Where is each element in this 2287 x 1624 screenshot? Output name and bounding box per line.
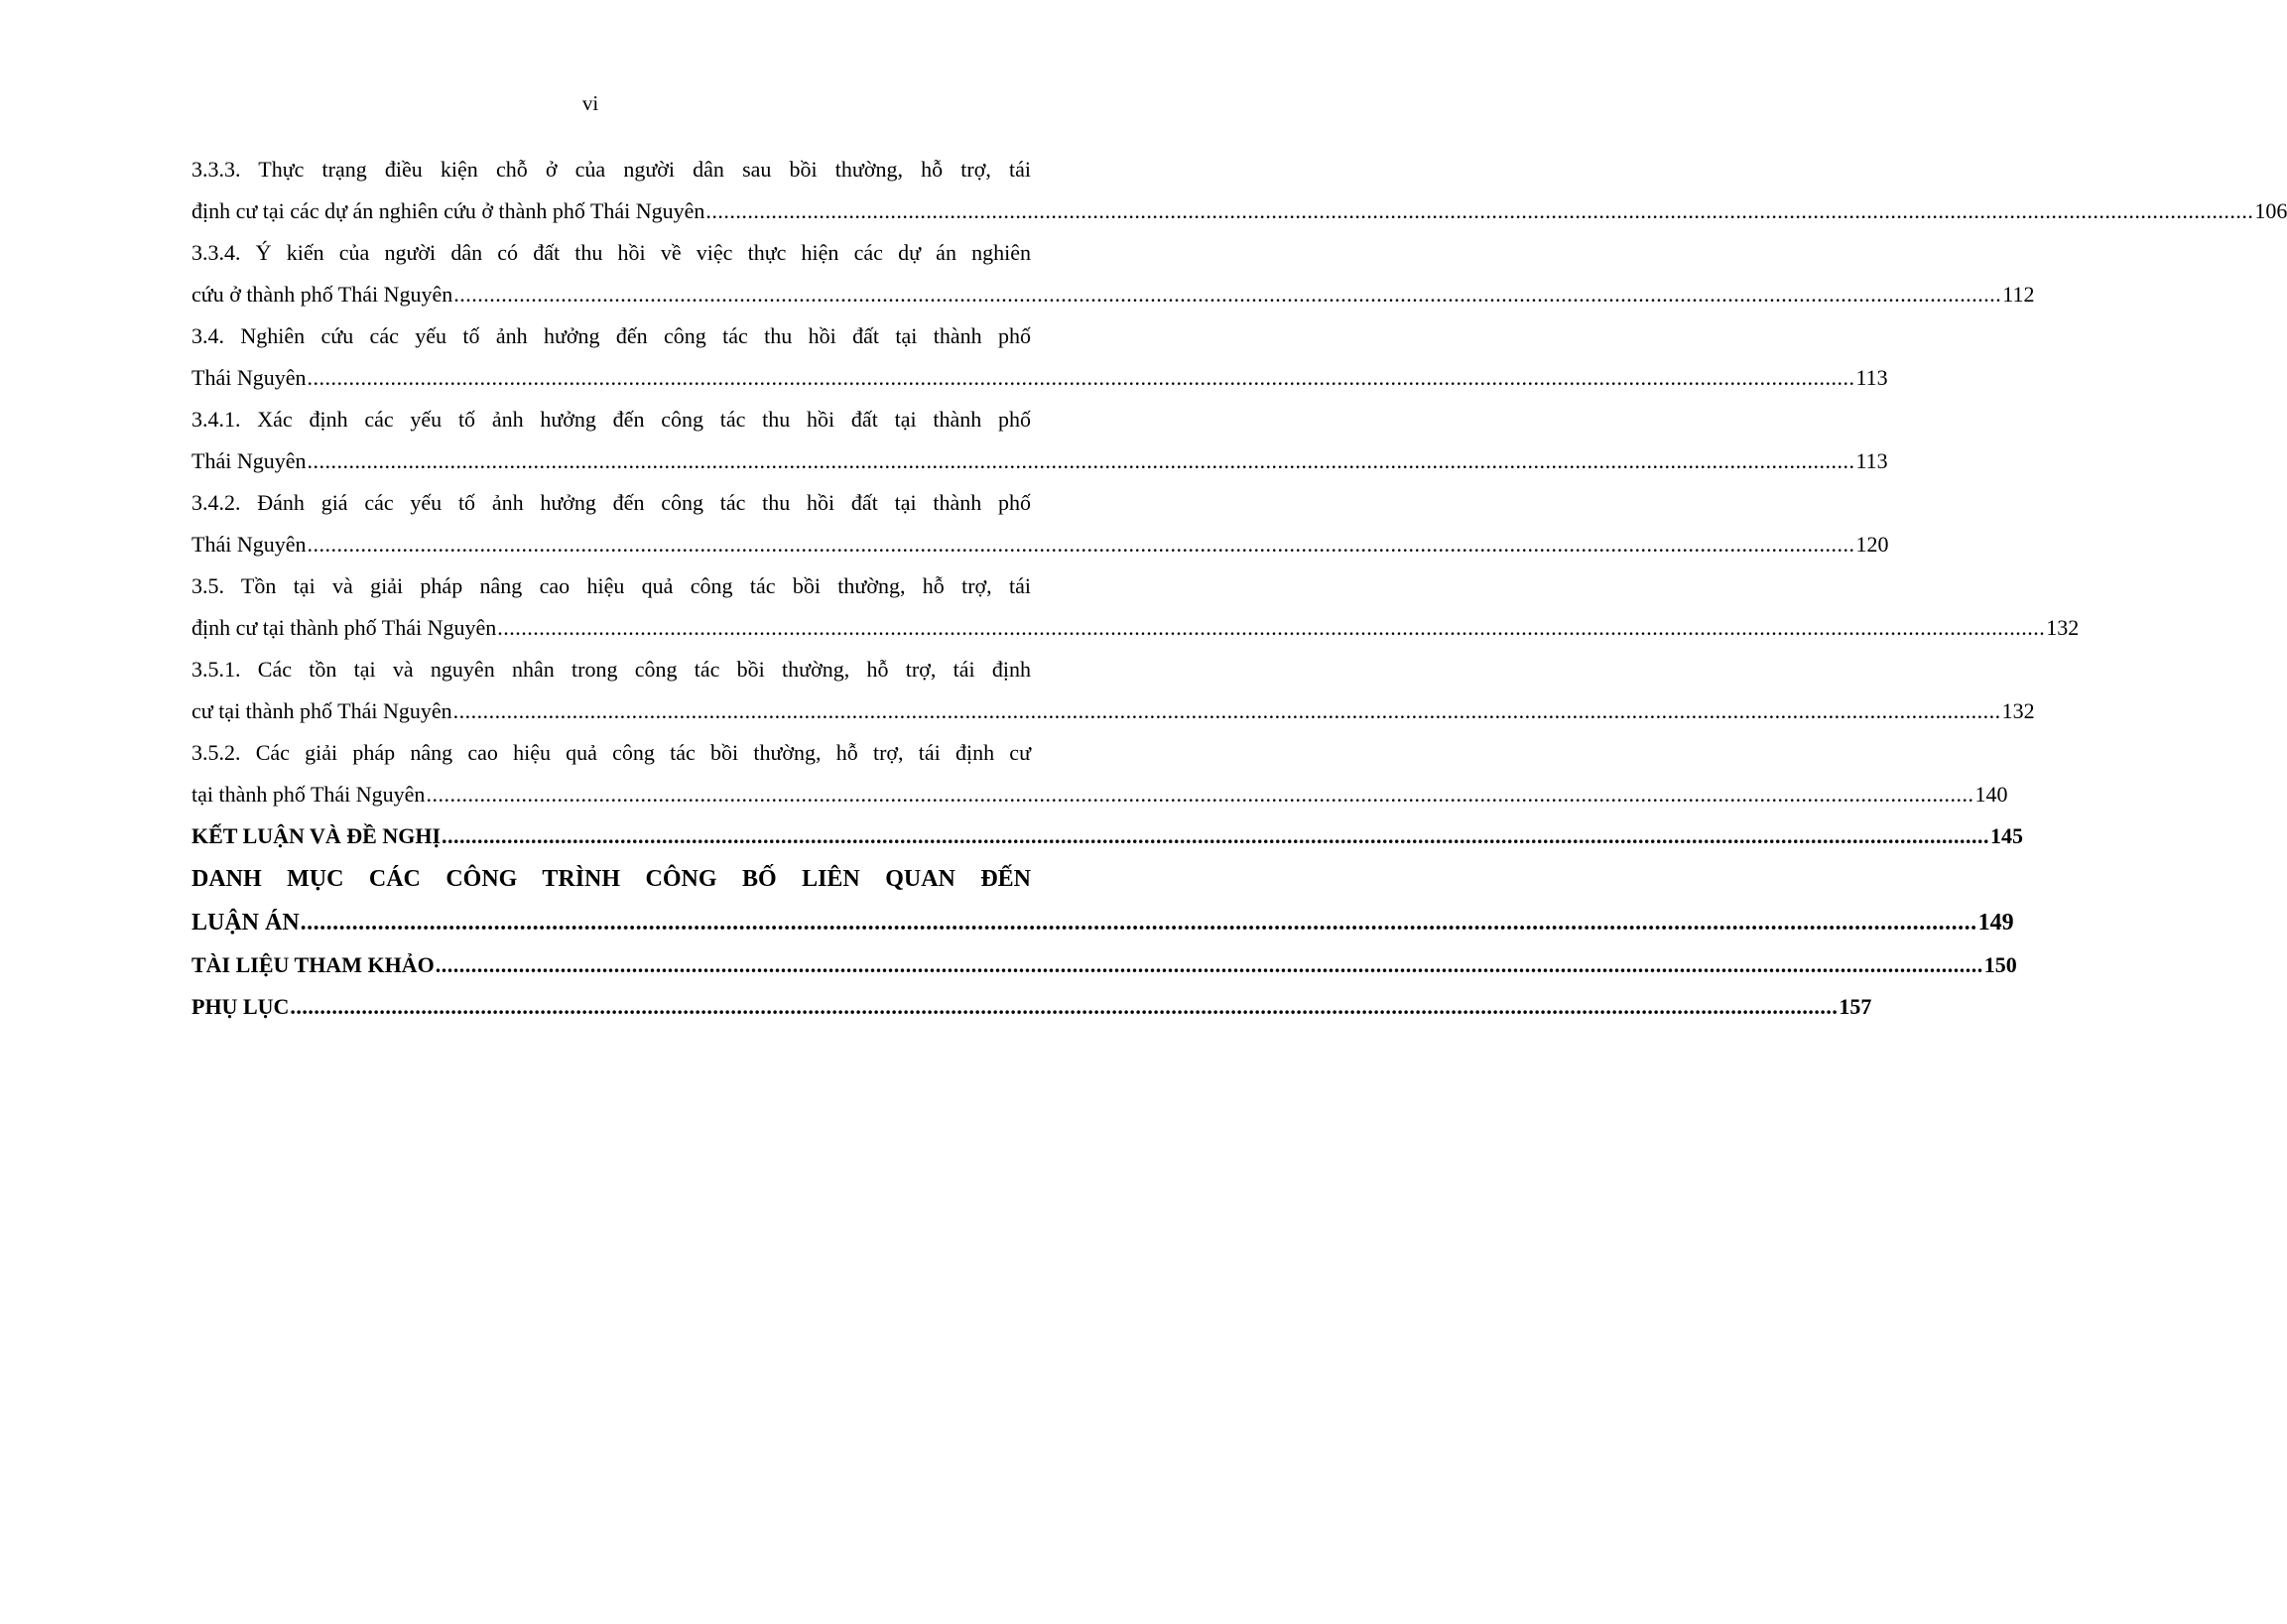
toc-entry-last-line [191, 774, 2008, 815]
toc-entry-last-line [191, 524, 1889, 565]
toc-entry[interactable] [191, 986, 1872, 1028]
toc-entry[interactable] [191, 815, 2024, 857]
toc-entry-last-line [191, 815, 2024, 857]
toc-page-number: 113 [1855, 448, 1888, 473]
toc-entry-last-line [191, 944, 2017, 986]
toc-page-number: 132 [2046, 615, 2080, 640]
toc-entry-title-line: 3.5.1. Các tồn tại và nguyên nhân trong công tác bồi thường, hỗ trợ, tái định [191, 657, 1031, 682]
toc-entry-title-line: 3.4.1. Xác định các yếu tố ảnh hưởng đến công tác thu hồi đất tại thành phố [191, 407, 1031, 432]
page-number: vi [581, 91, 599, 115]
toc-entry-last-line [191, 901, 2014, 944]
toc-page-number: 132 [2001, 698, 2035, 723]
toc-entry-title-line: 3.4.2. Đánh giá các yếu tố ảnh hưởng đến công tác thu hồi đất tại thành phố [191, 490, 1031, 515]
dot-leader: .................................................................................................................................................................................................................................................................... [453, 282, 2002, 307]
toc-entry-title: định cư tại các dự án nghiên cứu ở thành phố Thái Nguyên [191, 198, 705, 223]
toc-entry[interactable] [191, 149, 2287, 232]
toc-entry-title: KẾT LUẬN VÀ ĐỀ NGHỊ [191, 823, 442, 848]
toc-page-number: 145 [1990, 823, 2024, 848]
toc-entry-title-line: 3.4. Nghiên cứu các yếu tố ảnh hưởng đến công tác thu hồi đất tại thành phố [191, 323, 1031, 348]
dot-leader: .................................................................................................................................................................................................................................................................... [307, 532, 1855, 557]
toc-entry-last-line [191, 690, 2035, 732]
toc-page-number: 150 [1983, 952, 2017, 977]
toc-page-number: 113 [1855, 365, 1888, 390]
dot-leader: .................................................................................................................................................................................................................................................................... [300, 910, 1977, 936]
toc-entry-last-line [191, 440, 1888, 482]
toc-entry-title: cứu ở thành phố Thái Nguyên [191, 282, 453, 307]
toc-entry-title: tại thành phố Thái Nguyên [191, 782, 426, 807]
toc-entry-title-line: 3.5. Tồn tại và giải pháp nâng cao hiệu quả công tác bồi thường, hỗ trợ, tái [191, 573, 1031, 598]
dot-leader: .................................................................................................................................................................................................................................................................... [307, 448, 1855, 473]
toc-entry[interactable] [191, 732, 2008, 815]
toc-entry-title: PHỤ LỤC [191, 994, 290, 1019]
toc-entry-last-line [191, 357, 1888, 399]
dot-leader: .................................................................................................................................................................................................................................................................... [705, 198, 2254, 223]
toc-entry-last-line [191, 274, 2035, 315]
dot-leader: .................................................................................................................................................................................................................................................................... [435, 952, 1983, 977]
table-of-contents [191, 149, 2287, 1028]
toc-entry-title: TÀI LIỆU THAM KHẢO [191, 952, 435, 977]
toc-entry[interactable] [191, 565, 2080, 649]
dot-leader: .................................................................................................................................................................................................................................................................... [426, 782, 1974, 807]
dot-leader: .................................................................................................................................................................................................................................................................... [452, 698, 2001, 723]
toc-page-number: 140 [1974, 782, 2008, 807]
toc-entry-last-line [191, 986, 1872, 1028]
toc-page-number: 112 [2002, 282, 2035, 307]
dot-leader: .................................................................................................................................................................................................................................................................... [442, 823, 1990, 848]
toc-entry[interactable] [191, 232, 2035, 315]
toc-entry-title: định cư tại thành phố Thái Nguyên [191, 615, 497, 640]
toc-page-number: 120 [1855, 532, 1889, 557]
toc-entry-last-line [191, 607, 2080, 649]
toc-entry[interactable] [191, 857, 2014, 944]
toc-entry-title-line: DANH MỤC CÁC CÔNG TRÌNH CÔNG BỐ LIÊN QUAN ĐẾN [191, 866, 1031, 892]
toc-entry[interactable] [191, 649, 2035, 732]
dot-leader: .................................................................................................................................................................................................................................................................... [307, 365, 1855, 390]
toc-entry-last-line [191, 190, 2287, 232]
toc-entry-title: Thái Nguyên [191, 532, 307, 557]
toc-entry-title: Thái Nguyên [191, 365, 307, 390]
toc-entry[interactable] [191, 315, 1888, 399]
toc-entry[interactable] [191, 944, 2017, 986]
toc-entry-title-line: 3.5.2. Các giải pháp nâng cao hiệu quả công tác bồi thường, hỗ trợ, tái định cư [191, 740, 1031, 765]
toc-entry-title-line: 3.3.4. Ý kiến của người dân có đất thu hồi về việc thực hiện các dự án nghiên [191, 240, 1031, 265]
toc-entry[interactable] [191, 482, 1889, 565]
toc-page-number: 157 [1839, 994, 1872, 1019]
toc-entry-title: cư tại thành phố Thái Nguyên [191, 698, 452, 723]
dot-leader: .................................................................................................................................................................................................................................................................... [497, 615, 2046, 640]
toc-page-number: 106 [2254, 198, 2287, 223]
toc-entry[interactable] [191, 399, 1888, 482]
toc-entry-title: Thái Nguyên [191, 448, 307, 473]
toc-page-number: 149 [1977, 910, 2014, 936]
toc-entry-title: LUẬN ÁN [191, 910, 300, 936]
dot-leader: .................................................................................................................................................................................................................................................................... [290, 994, 1839, 1019]
toc-entry-title-line: 3.3.3. Thực trạng điều kiện chỗ ở của người dân sau bồi thường, hỗ trợ, tái [191, 157, 1031, 182]
